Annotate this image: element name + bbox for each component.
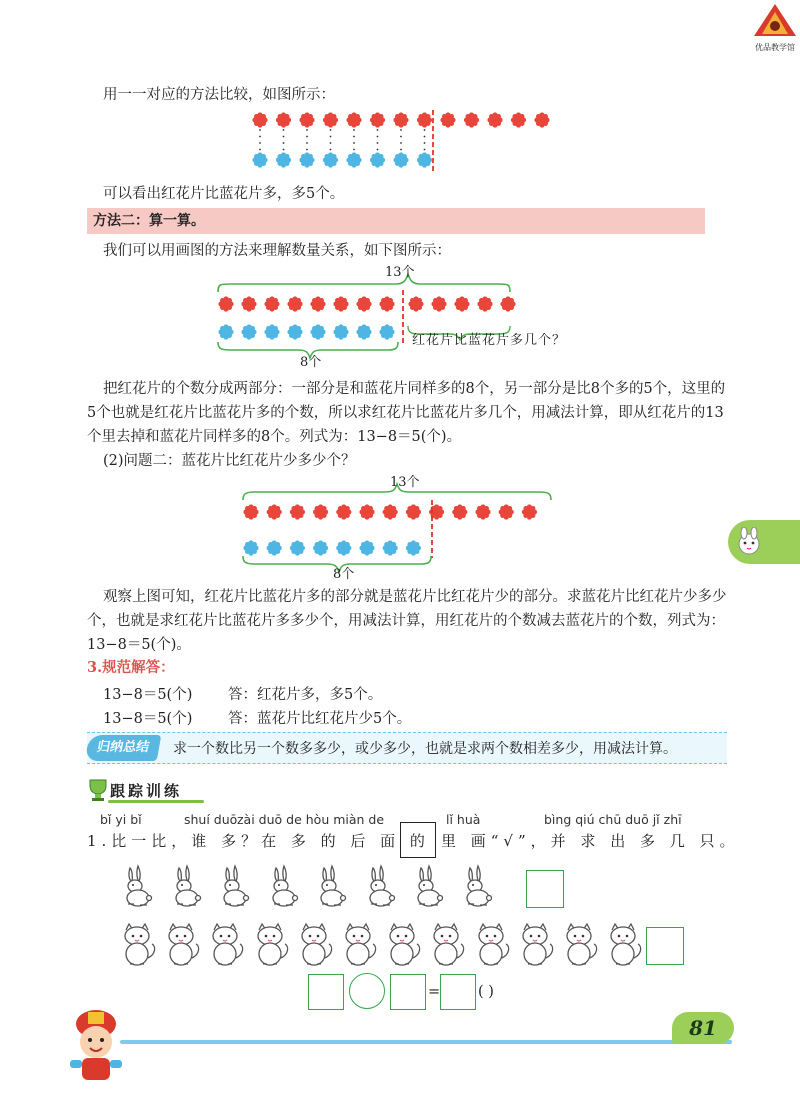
red-flower-icon [287,296,302,311]
cat-icon [162,922,202,972]
blue-flower-icon [287,324,302,339]
connector-dot [259,129,261,131]
connector-dot [353,142,355,144]
question-one-part-a: 1.比一比，谁 多？在 多 的 后 面 的 [87,832,430,850]
blue-flower-icon [406,540,421,555]
connector-dot [400,142,402,144]
side-tab [728,520,800,564]
connector-dot [400,136,402,138]
red-flower-icon [218,296,233,311]
connector-dot [306,142,308,144]
red-flower-icon [290,504,305,519]
fig3-top-label: 13个 [390,475,420,490]
figure-one-to-one [240,108,560,174]
summary-text: 求一个数比另一个数多多少，或少多少，也就是求两个数相差多少，用减法计算。 [173,741,677,757]
blue-flower-icon [359,540,374,555]
red-flower-icon [346,112,361,127]
blue-flower-icon [243,540,258,555]
blue-flower-icon [218,324,233,339]
summary-bar [87,732,727,764]
connector-dot [330,136,332,138]
red-flower-icon [336,504,351,519]
blue-flower-icon [333,324,348,339]
paragraph-observation: 观察上图可知，红花片比蓝花片多的部分就是蓝花片比红花片少的部分。求蓝花片比红花片少多少个，也就是求红花片比蓝花片多多少个，用减法计算，用红花片的个数减去蓝花片的个数，列式为：13−8＝5(个)。 [87,589,727,653]
rabbit-row [118,864,518,912]
red-flower-icon [310,296,325,311]
rabbit-icon [167,864,203,912]
red-flower-icon [241,296,256,311]
connector-dot [424,149,426,151]
track-icon [87,778,109,806]
rabbit-icon [264,864,300,912]
blue-flower-icon [290,540,305,555]
connector-dot [353,149,355,151]
mascot-icon [62,1004,130,1088]
red-flower-icon [534,112,549,127]
answer-1-equation: 13−8＝5(个) [103,687,193,703]
fig2-top-label: 13个 [385,265,415,280]
blue-flower-icon [336,540,351,555]
connector-dot [306,129,308,131]
red-flower-icon [243,504,258,519]
blue-flower-icon [241,324,256,339]
connector-dot [400,149,402,151]
question-two: (2)问题二：蓝花片比红花片少多少个？ [103,453,356,469]
blue-flower-icon [393,152,408,167]
connector-dot [259,149,261,151]
blue-flower-icon [299,152,314,167]
connector-dot [424,136,426,138]
corner-logo [752,2,798,52]
answer-2-text: 答：蓝花片比红花片少5个。 [228,711,412,727]
cat-icon [118,922,158,972]
red-flower-icon [323,112,338,127]
connector-dot [377,129,379,131]
triangle-logo-icon [752,2,798,38]
method-two-banner [87,208,705,234]
cat-row [118,922,648,974]
answer-square-legend [400,822,436,858]
pinyin-2: shuí duō [184,812,238,827]
blue-flower-icon [252,152,267,167]
blue-flower-icon [379,324,394,339]
page-number: 81 [672,1012,734,1044]
equation-unit-paren: ( ) [478,984,494,1000]
connector-dot [424,129,426,131]
blue-flower-icon [356,324,371,339]
blue-flower-icon [370,152,385,167]
red-flower-icon [252,112,267,127]
cat-icon [295,922,335,972]
pinyin-1: bǐ yi bǐ [100,812,142,827]
red-flower-icon [267,504,282,519]
red-flower-icon [511,112,526,127]
rabbit-icon [458,864,494,912]
bunny-face-icon [734,527,764,557]
blue-flower-icon [323,152,338,167]
blue-flower-icon [383,540,398,555]
red-flower-icon [500,296,515,311]
cat-icon [427,922,467,972]
red-flower-icon [393,112,408,127]
fig3-bottom-label: 8个 [333,567,355,582]
equation-box-3[interactable] [440,974,476,1010]
red-flower-icon [379,296,394,311]
connector-dot [330,149,332,151]
connector-dot [283,142,285,144]
connector-dot [259,142,261,144]
connector-dot [377,149,379,151]
bottom-rule [120,1040,732,1044]
blue-flower-icon [264,324,279,339]
cat-icon [472,922,512,972]
question-one-part-b: 里 画“√”，并 求 出 多 几 只。 [441,832,740,850]
section-three-title: 3.规范解答： [87,659,175,676]
red-flower-icon [370,112,385,127]
line-conclusion: 可以看出红花片比蓝花片多，多5个。 [103,186,345,202]
red-flower-icon [276,112,291,127]
equation-box-2[interactable] [390,974,426,1010]
rabbit-answer-box[interactable] [526,870,564,908]
connector-dot [283,129,285,131]
red-flower-icon [406,504,421,519]
connector-dot [353,129,355,131]
rabbit-icon [312,864,348,912]
red-flower-icon [464,112,479,127]
equation-operator-circle[interactable] [349,973,385,1009]
pinyin-4: lǐ huà [446,812,481,827]
connector-dot [306,149,308,151]
blue-flower-icon [276,152,291,167]
pinyin-3: zài duō de hòu miàn de [237,812,385,827]
cat-icon [604,922,644,972]
blue-flower-icon [417,152,432,167]
red-flower-icon [299,112,314,127]
equation-box-1[interactable] [308,974,344,1010]
red-flower-icon [417,112,432,127]
red-flower-icon [264,296,279,311]
red-flower-icon [452,504,467,519]
rabbit-icon [361,864,397,912]
connector-dot [330,142,332,144]
rabbit-icon [215,864,251,912]
connector-dot [400,129,402,131]
equation-equals: = [428,984,441,1000]
cat-icon [516,922,556,972]
connector-dot [377,136,379,138]
blue-flower-icon [346,152,361,167]
red-flower-icon [313,504,328,519]
connector-dot [306,136,308,138]
red-flower-icon [477,296,492,311]
red-flower-icon [440,112,455,127]
fig2-question: 红花片比蓝花片多几个？ [412,333,567,348]
cat-icon [206,922,246,972]
cat-icon [251,922,291,972]
connector-dot [283,136,285,138]
line-one-to-one: 用一一对应的方法比较，如图所示： [103,87,335,103]
rabbit-icon [409,864,445,912]
red-flower-icon [475,504,490,519]
cat-icon [339,922,379,972]
cat-icon [383,922,423,972]
corner-logo-text: 优品教学馆 [755,43,795,52]
connector-dot [259,136,261,138]
cat-icon [560,922,600,972]
fig2-bottom-label: 8个 [300,355,322,370]
method-two-title: 方法二：算一算。 [93,213,205,229]
answer-1-text: 答：红花片多，多5个。 [228,687,383,703]
track-underline [108,800,204,803]
connector-dot [283,149,285,151]
connector-dot [330,129,332,131]
cat-answer-box[interactable] [646,927,684,965]
blue-flower-icon [313,540,328,555]
red-flower-icon [359,504,374,519]
blue-flower-icon [267,540,282,555]
red-flower-icon [408,296,423,311]
line-draw-method: 我们可以用画图的方法来理解数量关系，如下图所示： [103,243,451,259]
blue-flower-icon [310,324,325,339]
red-flower-icon [356,296,371,311]
red-flower-icon [499,504,514,519]
answer-2-equation: 13−8＝5(个) [103,711,193,727]
red-flower-icon [487,112,502,127]
red-flower-icon [522,504,537,519]
connector-dot [377,142,379,144]
pinyin-5: bìng qiú chū duō jǐ zhī [544,812,682,827]
red-flower-icon [333,296,348,311]
summary-tag: 归纳总结 [85,735,162,761]
connector-dot [424,142,426,144]
rabbit-icon [118,864,154,912]
track-title-text: 跟踪训练 [110,782,183,800]
connector-dot [353,136,355,138]
trophy-icon [87,778,109,802]
red-flower-icon [454,296,469,311]
red-flower-icon [383,504,398,519]
red-flower-icon [431,296,446,311]
paragraph-explanation: 把红花片的个数分成两部分：一部分是和蓝花片同样多的8个，另一部分是比8个多的5个，这里的5个也就是红花片比蓝花片多的个数，所以求红花片比蓝花片多几个，用减法计算，即从红花片的13个里去掉和蓝花片同样多的8个。列式为：13−8＝5(个)。 [87,381,726,445]
